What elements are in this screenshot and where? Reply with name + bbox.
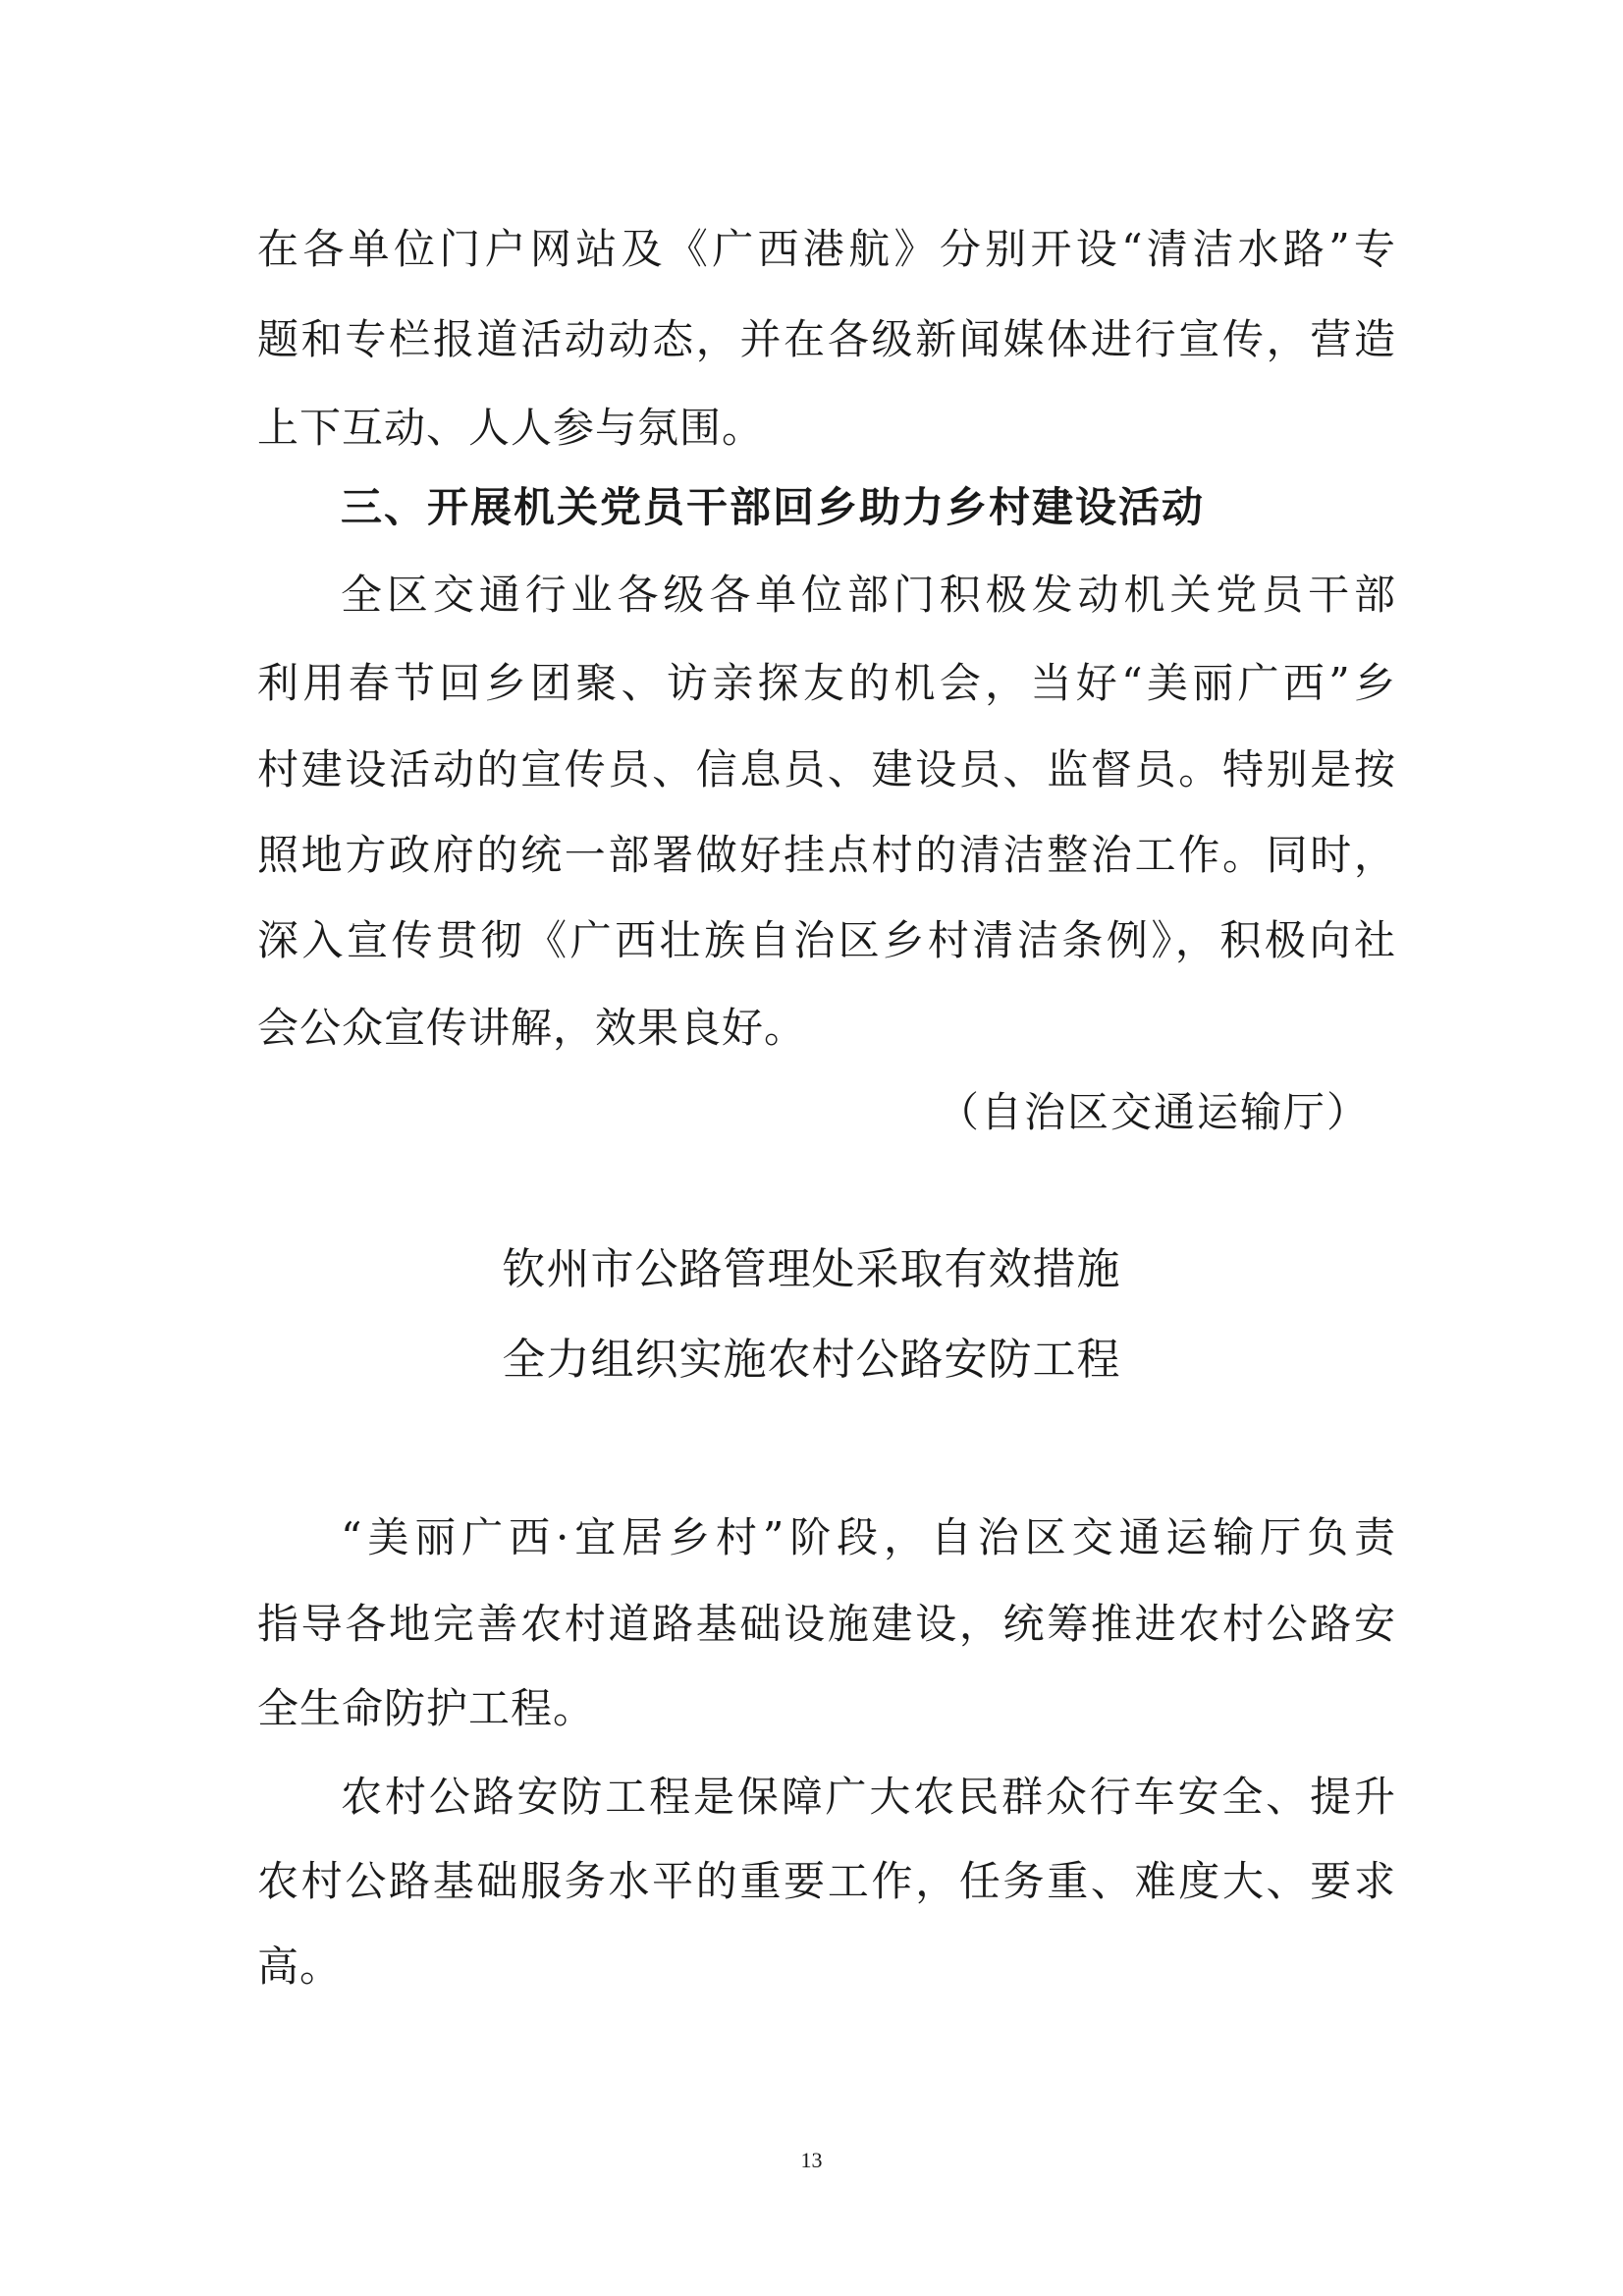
paragraph-line: 利用春节回乡团聚、访亲探友的机会，当好“美丽广西”乡 bbox=[257, 659, 1396, 707]
paragraph-line: 全生命防护工程。 bbox=[257, 1684, 596, 1732]
paragraph-line: 村建设活动的宣传员、信息员、建设员、监督员。特别是按 bbox=[257, 745, 1396, 793]
paragraph-line: 照地方政府的统一部署做好挂点村的清洁整治工作。同时， bbox=[257, 831, 1396, 879]
paragraph-line: 全区交通行业各级各单位部门积极发动机关党员干部 bbox=[341, 571, 1396, 619]
paragraph-line: 指导各地完善农村道路基础设施建设，统筹推进农村公路安 bbox=[257, 1600, 1396, 1648]
paragraph-line: 会公众宣传讲解，效果良好。 bbox=[257, 1004, 807, 1052]
paragraph-line: 题和专栏报道活动动态，并在各级新闻媒体进行宣传，营造 bbox=[257, 315, 1396, 363]
article-title-line-1: 钦州市公路管理处采取有效措施 bbox=[502, 1244, 1121, 1294]
paragraph-line: 高。 bbox=[257, 1942, 343, 1991]
source-attribution: （自治区交通运输厅） bbox=[937, 1088, 1370, 1136]
article-title-line-2: 全力组织实施农村公路安防工程 bbox=[502, 1335, 1121, 1385]
section-heading: 三、开展机关党员干部回乡助力乡村建设活动 bbox=[341, 483, 1206, 531]
paragraph-line: 深入宣传贯彻《广西壮族自治区乡村清洁条例》，积极向社 bbox=[257, 916, 1396, 964]
page-number: 13 bbox=[800, 2148, 823, 2172]
paragraph-line: 农村公路安防工程是保障广大农民群众行车安全、提升 bbox=[341, 1773, 1396, 1821]
paragraph-line: 在各单位门户网站及《广西港航》分别开设“清洁水路”专 bbox=[257, 225, 1396, 273]
paragraph-line: 上下互动、人人参与氛围。 bbox=[257, 404, 765, 452]
paragraph-line: 农村公路基础服务水平的重要工作，任务重、难度大、要求 bbox=[257, 1857, 1396, 1905]
paragraph-line: “美丽广西·宜居乡村”阶段，自治区交通运输厅负责 bbox=[341, 1513, 1396, 1561]
